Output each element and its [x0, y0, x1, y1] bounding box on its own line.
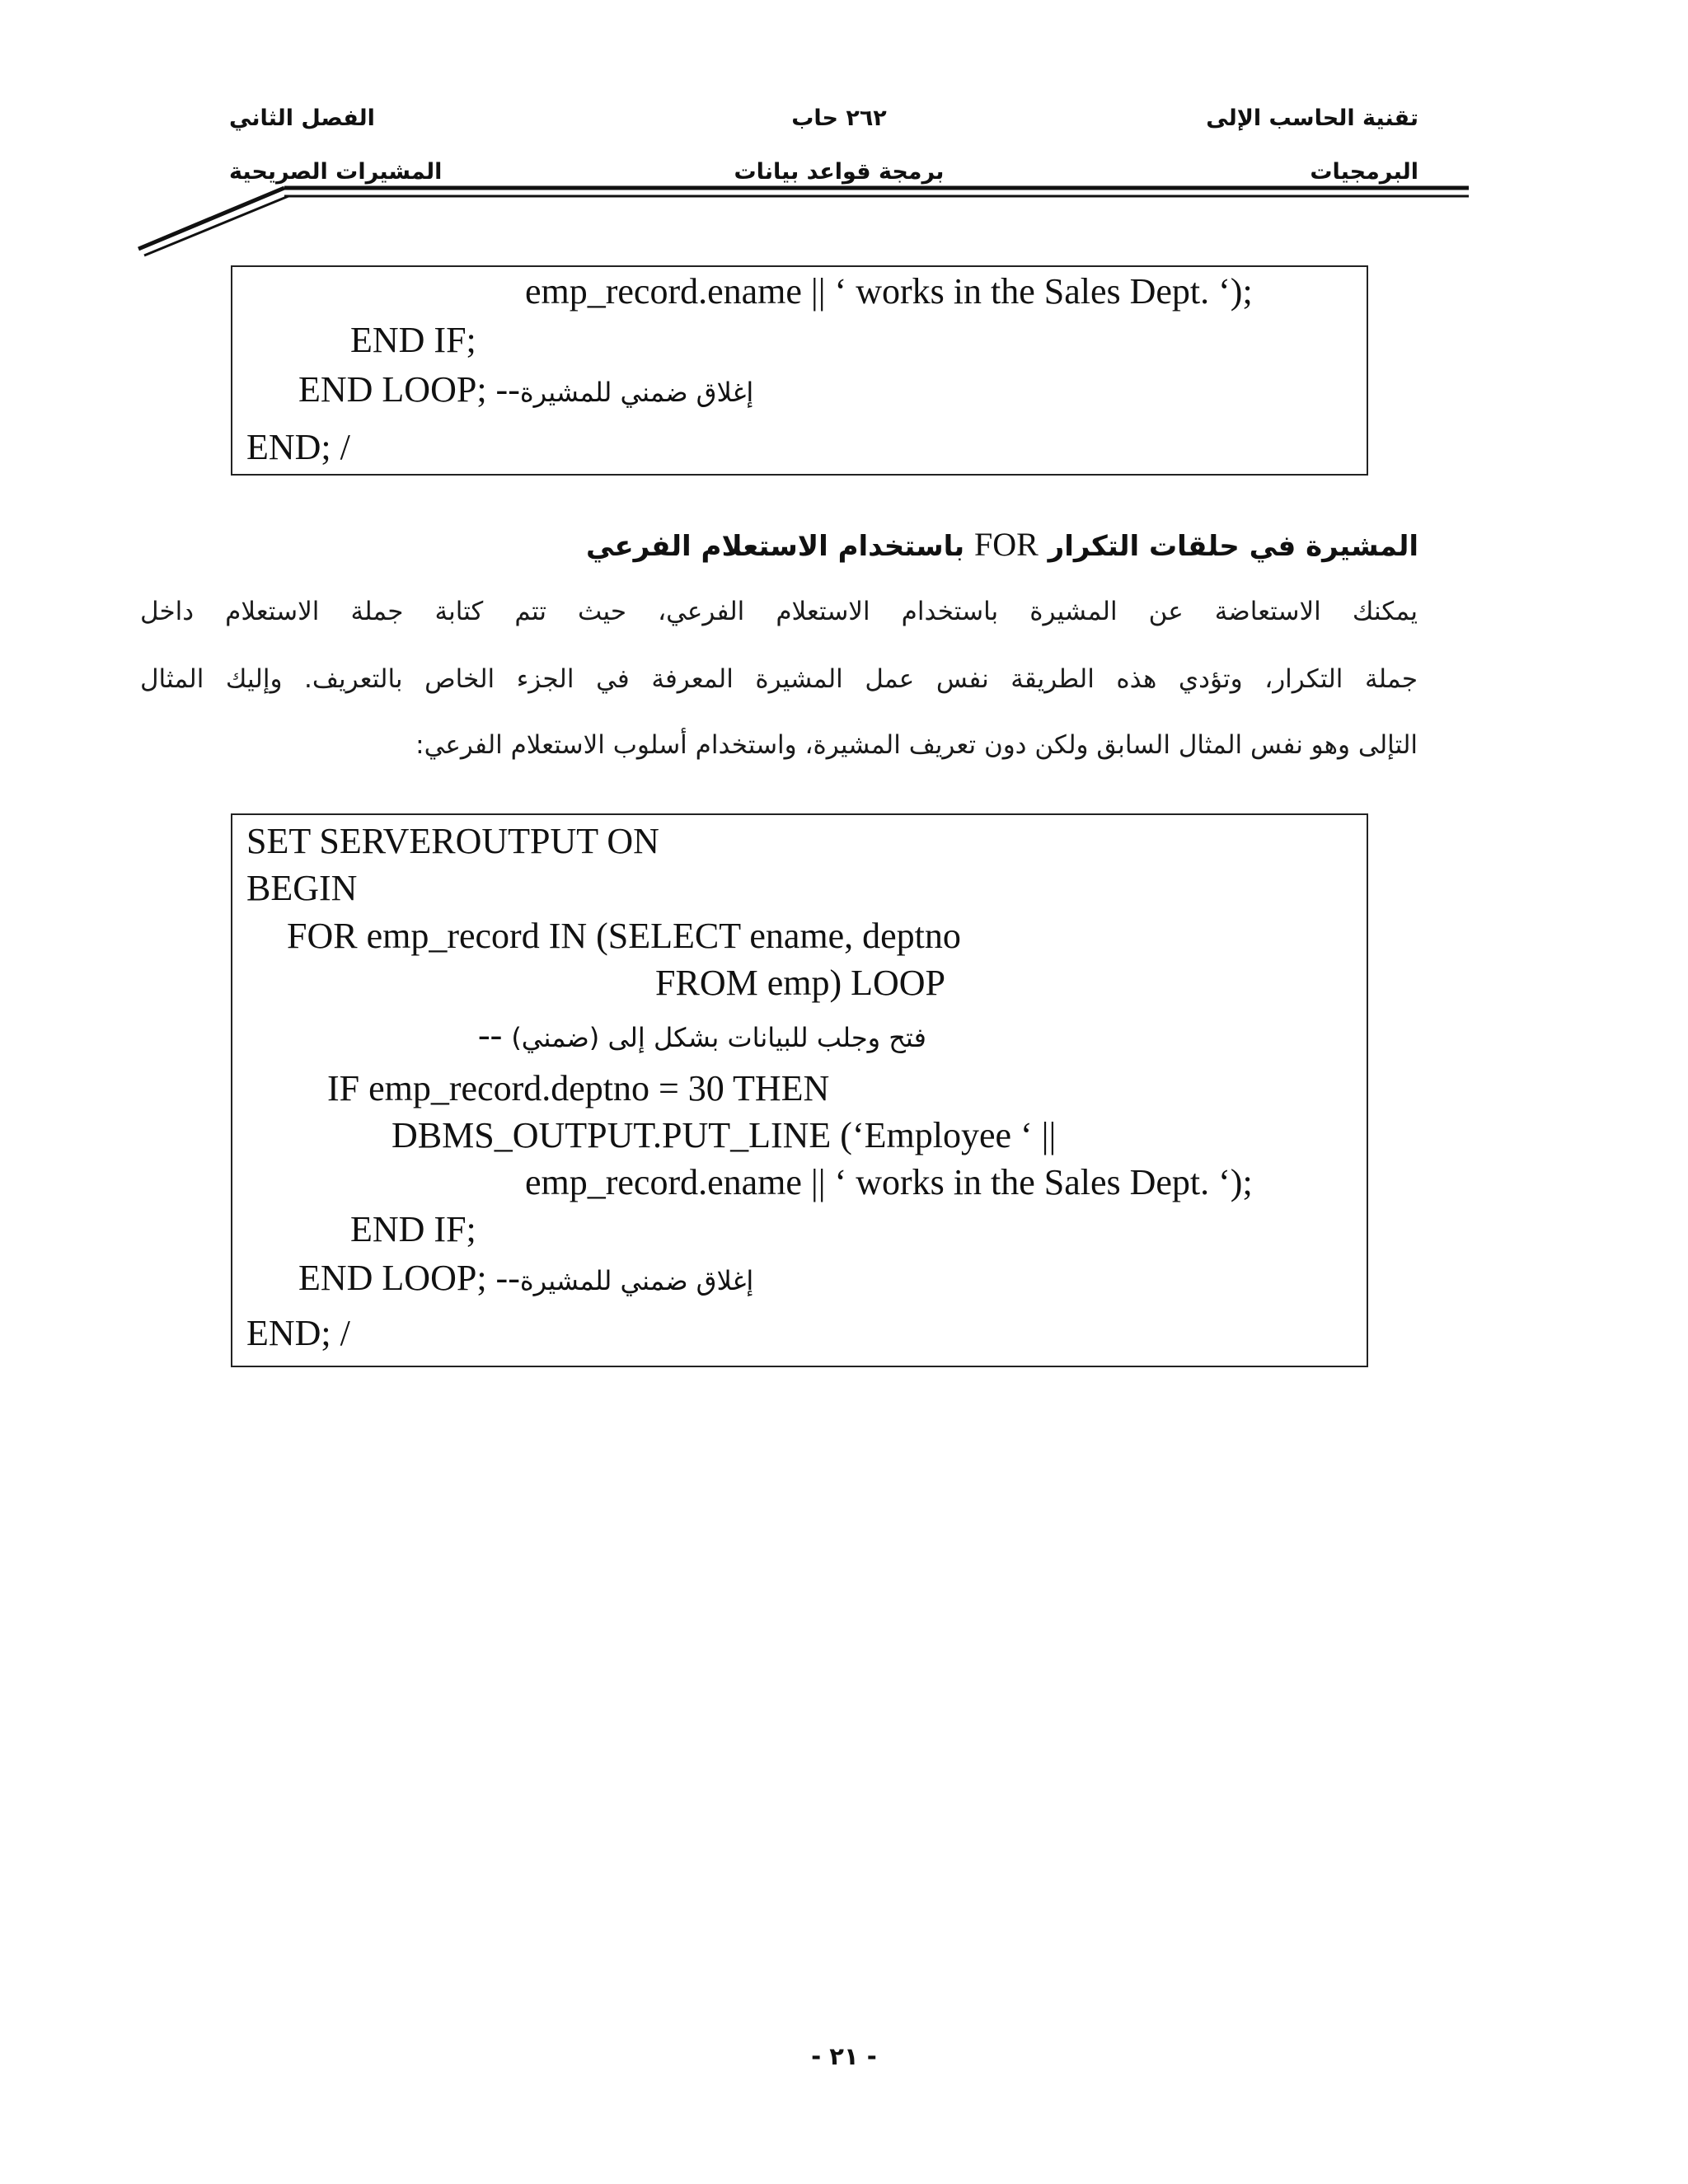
section-title [586, 525, 1418, 564]
code-line: END IF; [350, 320, 476, 360]
code-line [298, 368, 753, 414]
code-comment: فتح وجلب للبيانات بشكل إلى (ضمني) [511, 1022, 926, 1053]
code-line: IF emp_record.deptno = 30 THEN [327, 1068, 830, 1108]
code-line: END; / [246, 427, 350, 467]
code-line: DBMS_OUTPUT.PUT_LINE (‘Employee ‘ || [392, 1115, 1057, 1155]
header-department: البرمجيات [1310, 159, 1418, 185]
paragraph-line: يمكنك الاستعاضة عن المشيرة باستخدام الاستعلام الفرعي، حيث تتم كتابة جملة الاستعلام داخل [140, 597, 1418, 626]
paragraph-line: التإلى وهو نفس المثال السابق ولكن دون تعريف المشيرة، واستخدام أسلوب الاستعلام الفرعي: [415, 730, 1418, 760]
header-course-title: تقنية الحاسب الإلى [1206, 105, 1418, 131]
paragraph-line: جملة التكرار، وتؤدي هذه الطريقة نفس عمل المشيرة المعرفة في الجزء الخاص بالتعريف. وإليك المثال [140, 664, 1418, 694]
code-line: FROM emp) LOOP [655, 963, 946, 1003]
code-line: FOR emp_record IN (SELECT ename, deptno [287, 916, 961, 956]
code-line: END; / [246, 1313, 350, 1353]
code-comment: إغلاق ضمني للمشيرة [519, 377, 754, 408]
code-comment: إغلاق ضمني للمشيرة [519, 1265, 754, 1296]
section-title-part: باستخدام الاستعلام الفرعي [586, 530, 965, 563]
header-rule [0, 0, 1688, 272]
code-text: END LOOP; -- [298, 369, 520, 410]
code-text: END LOOP; -- [298, 1258, 520, 1298]
code-line: emp_record.ename || ‘ works in the Sales Dept. ‘); [525, 1162, 1253, 1202]
code-line [478, 1014, 926, 1059]
code-line: END IF; [350, 1209, 476, 1249]
code-text: -- [478, 1015, 503, 1055]
code-line [298, 1257, 753, 1302]
page-number: - ٢١ - [811, 2042, 877, 2070]
code-line: SET SERVEROUTPUT ON [246, 821, 659, 861]
header-course-code: ٢٦٢ حاب [791, 105, 887, 131]
header-subject: برمجة قواعد بيانات [734, 159, 945, 185]
code-line: emp_record.ename || ‘ works in the Sales Dept. ‘); [525, 271, 1253, 312]
header-chapter-topic: المشيرات الصريحية [229, 159, 443, 185]
header-chapter: الفصل الثاني [229, 105, 375, 131]
section-title-keyword: FOR [974, 526, 1039, 563]
section-title-part: المشيرة في حلقات التكرار [1048, 530, 1418, 563]
code-block-2 [231, 813, 1368, 1367]
code-block-1 [231, 265, 1368, 476]
code-line: BEGIN [246, 868, 358, 908]
